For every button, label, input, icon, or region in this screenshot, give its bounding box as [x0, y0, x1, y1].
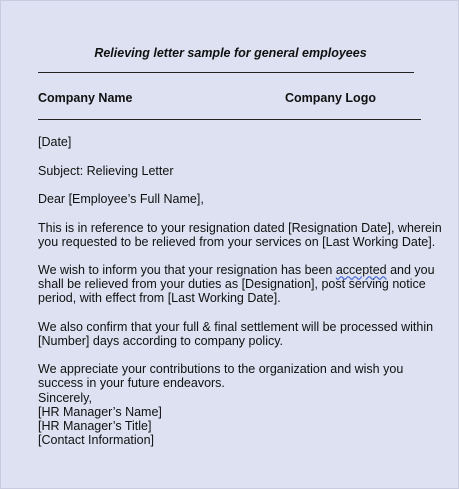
paragraph-1-line-1: This is in reference to your resignation dated [Resignation Date], wherein: [38, 221, 442, 235]
document-title: Relieving letter sample for general employees: [94, 46, 367, 60]
paragraph-4-line-2: success in your future endeavors.: [38, 376, 225, 390]
paragraph-2-line-3: period, with effect from [Last Working Date].: [38, 291, 281, 305]
subject-line: Subject: Relieving Letter: [38, 164, 174, 178]
spellcheck-underlined-word: accepted: [335, 263, 387, 277]
paragraph-2-text-after: and you: [386, 263, 435, 277]
company-logo: Company Logo: [285, 91, 376, 105]
salutation: Dear [Employee’s Full Name],: [38, 192, 204, 206]
signature-contact: [Contact Information]: [38, 433, 155, 447]
company-name: Company Name: [38, 91, 133, 105]
paragraph-3-line-2: [Number] days according to company policy.: [38, 334, 284, 348]
paragraph-2-text-before: We wish to inform you that your resignation has been: [38, 263, 336, 277]
title-divider: [38, 72, 414, 73]
signature-title: [HR Manager’s Title]: [38, 419, 152, 433]
paragraph-2-line-1: [38, 263, 435, 278]
date-line: [Date]: [38, 135, 72, 149]
paragraph-2-line-2: shall be relieved from your duties as [Designation], post serving notice: [38, 277, 426, 291]
closing: Sincerely,: [38, 391, 92, 405]
header-divider: [38, 119, 421, 120]
paragraph-1-line-2: you requested to be relieved from your services on [Last Working Date].: [38, 235, 436, 249]
signature-name: [HR Manager’s Name]: [38, 405, 162, 419]
paragraph-4-line-1: We appreciate your contributions to the organization and wish you: [38, 362, 404, 376]
paragraph-3-line-1: We also confirm that your full & final settlement will be processed within: [38, 320, 434, 334]
